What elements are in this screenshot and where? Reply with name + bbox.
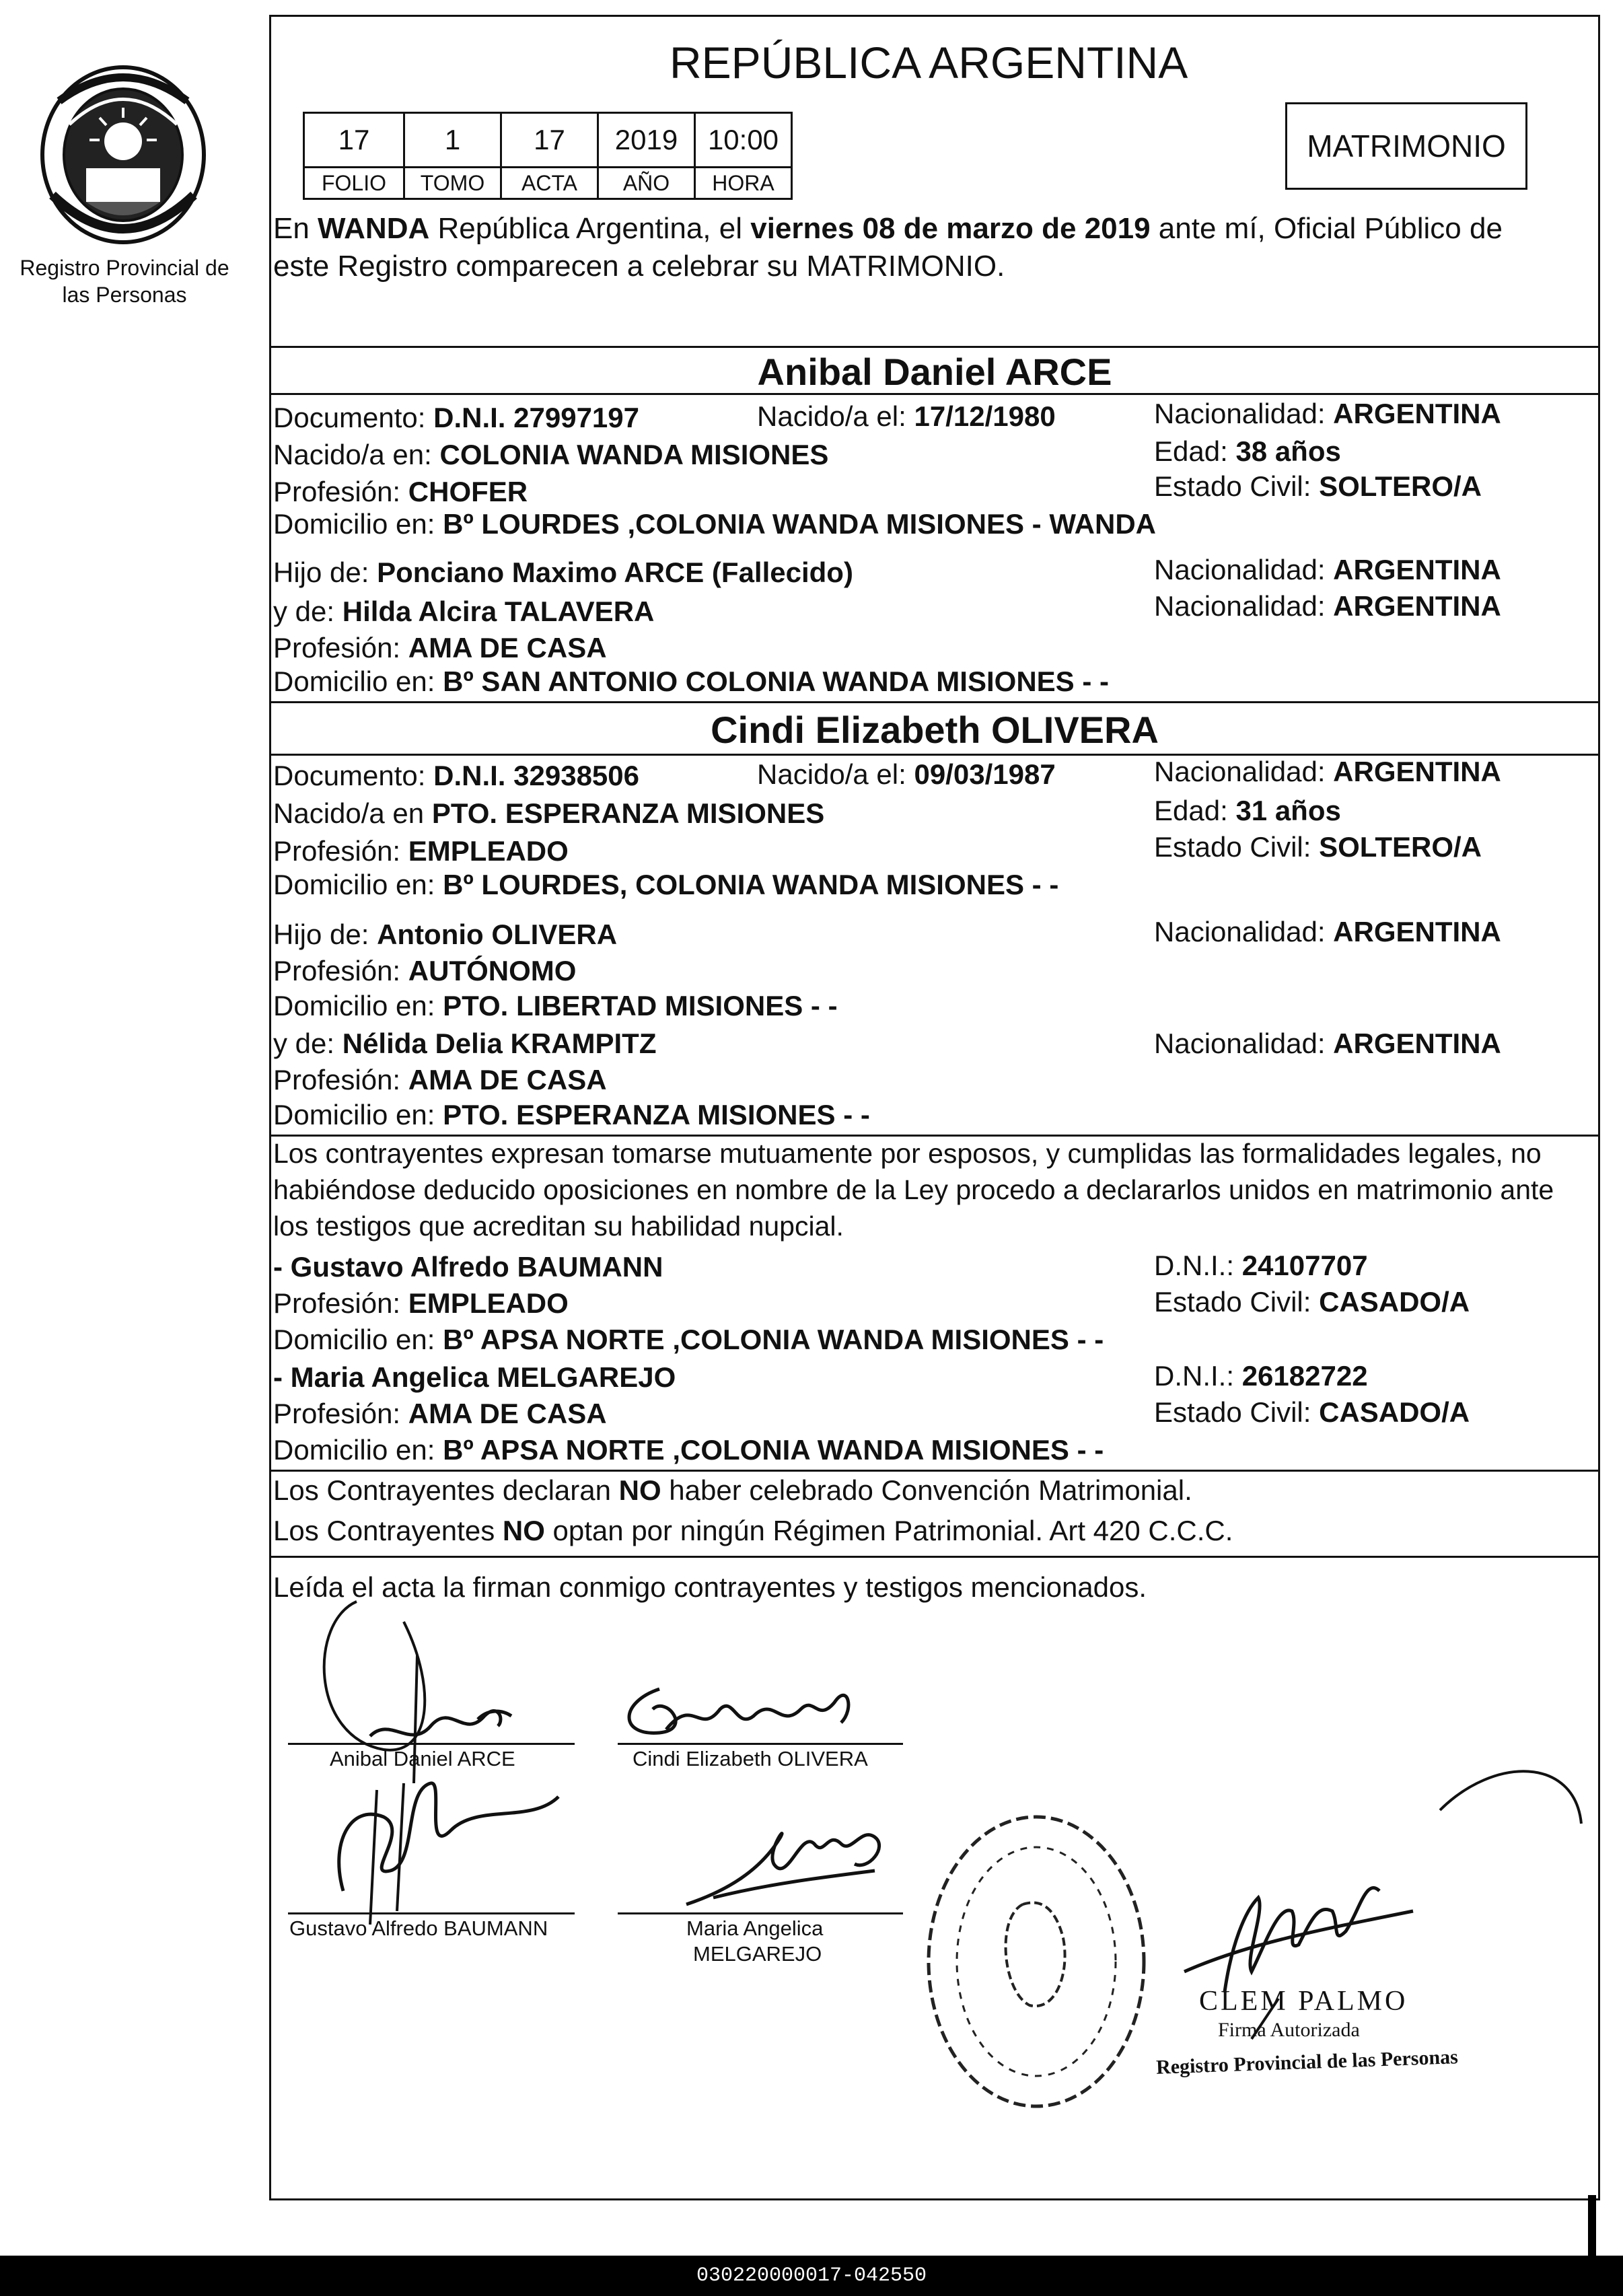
witness-2-address: Domicilio en: Bº APSA NORTE ,COLONIA WANDA MISIONES - - <box>273 1434 1104 1466</box>
bride-civil-status: Estado Civil: SOLTERO/A <box>1154 831 1482 863</box>
groom-father-nationality: Nacionalidad: ARGENTINA <box>1154 554 1501 585</box>
witness-1-signature <box>303 1763 585 1925</box>
bride-nationality: Nacionalidad: ARGENTINA <box>1154 756 1501 787</box>
groom-birthplace: Nacido/a en: COLONIA WANDA MISIONES <box>273 439 829 470</box>
groom-address: Domicilio en: Bº LOURDES ,COLONIA WANDA MISIONES - WANDA <box>273 508 1156 540</box>
witness-2-name: - Maria Angelica MELGAREJO <box>273 1361 676 1393</box>
witness-1-civil-status: Estado Civil: CASADO/A <box>1154 1286 1470 1318</box>
tomo-value: 1 <box>404 113 501 168</box>
certifier-org: Registro Provincial de las Personas <box>1155 2046 1459 2079</box>
witness-2-profession: Profesión: AMA DE CASA <box>273 1398 607 1429</box>
groom-parents-address: Domicilio en: Bº SAN ANTONIO COLONIA WANDA MISIONES - - <box>273 666 1109 697</box>
bride-name: Cindi Elizabeth OLIVERA <box>711 709 1159 751</box>
declaration-line-1: Los contrayentes expresan tomarse mutuamente por esposos, y cumplidas las formalidades legales, no <box>273 1138 1542 1169</box>
anio-label: AÑO <box>598 168 695 199</box>
certifier-title: Firma Autorizada <box>1218 2019 1360 2041</box>
groom-father: Hijo de: Ponciano Maximo ARCE (Fallecido) <box>273 557 853 588</box>
witness-2-dni: D.N.I.: 26182722 <box>1154 1360 1368 1392</box>
folio-value: 17 <box>304 113 404 168</box>
bride-age: Edad: 31 años <box>1154 795 1341 826</box>
bride-document: Documento: D.N.I. 32938506 <box>273 760 639 791</box>
witness-2-signature-caption-2: MELGAREJO <box>693 1942 822 1966</box>
registry-name: Registro Provincial de las Personas <box>20 256 229 307</box>
declaration-line-3: los testigos que acreditan su habilidad nupcial. <box>273 1211 844 1242</box>
anio-value: 2019 <box>598 113 695 168</box>
groom-age: Edad: 38 años <box>1154 435 1341 467</box>
page-title: REPÚBLICA ARGENTINA <box>670 38 1188 87</box>
bride-mother-profession: Profesión: AMA DE CASA <box>273 1064 607 1096</box>
bride-signature <box>612 1669 881 1756</box>
bride-address: Domicilio en: Bº LOURDES, COLONIA WANDA MISIONES - - <box>273 869 1059 900</box>
groom-profession: Profesión: CHOFER <box>273 476 528 507</box>
bride-birth-date: Nacido/a el: 09/03/1987 <box>757 758 1056 790</box>
certifier-signature <box>1144 1743 1588 2066</box>
bride-father-nationality: Nacionalidad: ARGENTINA <box>1154 916 1501 947</box>
patrimonial-regime-statement: Los Contrayentes NO optan por ningún Régimen Patrimonial. Art 420 C.C.C. <box>273 1515 1233 1546</box>
hora-value: 10:00 <box>695 113 792 168</box>
tomo-label: TOMO <box>404 168 501 199</box>
witness-1-profession: Profesión: EMPLEADO <box>273 1287 569 1319</box>
bride-father: Hijo de: Antonio OLIVERA <box>273 919 618 950</box>
separator <box>269 346 1600 348</box>
acta-value: 17 <box>501 113 598 168</box>
witness-1-dni: D.N.I.: 24107707 <box>1154 1250 1368 1281</box>
closing-statement: Leída el acta la firman conmigo contrayentes y testigos mencionados. <box>273 1571 1147 1603</box>
certifier-name: CLEM PALMO <box>1199 1986 1408 2017</box>
groom-document: Documento: D.N.I. 27997197 <box>273 402 639 433</box>
separator <box>269 701 1600 703</box>
bride-mother: y de: Nélida Delia KRAMPITZ <box>273 1028 657 1059</box>
bride-mother-address: Domicilio en: PTO. ESPERANZA MISIONES - - <box>273 1099 870 1131</box>
intro-line-1: En WANDA República Argentina, el viernes 08 de marzo de 2019 ante mí, Oficial Público de <box>273 212 1503 245</box>
bride-signature-caption: Cindi Elizabeth OLIVERA <box>633 1747 868 1770</box>
folio-label: FOLIO <box>304 168 404 199</box>
official-stamp <box>915 1803 1157 2120</box>
hora-label: HORA <box>695 168 792 199</box>
act-reference-table <box>303 112 793 200</box>
witness-2-civil-status: Estado Civil: CASADO/A <box>1154 1396 1470 1428</box>
bride-birthplace: Nacido/a en PTO. ESPERANZA MISIONES <box>273 797 825 829</box>
convention-statement: Los Contrayentes declaran NO haber celebrado Convención Matrimonial. <box>273 1474 1192 1506</box>
edge-mark <box>1588 2195 1596 2256</box>
bride-mother-nationality: Nacionalidad: ARGENTINA <box>1154 1028 1501 1059</box>
barcode-footer: 030220000017-042550 <box>0 2256 1623 2296</box>
separator <box>269 1135 1600 1137</box>
declaration-line-2: habiéndose deducido oposiciones en nombre de la Ley procedo a declararlos unidos en matrimonio ante <box>273 1174 1554 1205</box>
bride-father-address: Domicilio en: PTO. LIBERTAD MISIONES - - <box>273 990 838 1021</box>
groom-mother-nationality: Nacionalidad: ARGENTINA <box>1154 590 1501 622</box>
witness-2-signature-caption-1: Maria Angelica <box>686 1916 824 1940</box>
groom-nationality: Nacionalidad: ARGENTINA <box>1154 398 1501 429</box>
separator <box>269 1470 1600 1472</box>
witness-1-address: Domicilio en: Bº APSA NORTE ,COLONIA WANDA MISIONES - - <box>273 1324 1104 1355</box>
acta-label: ACTA <box>501 168 598 199</box>
groom-mother: y de: Hilda Alcira TALAVERA <box>273 596 655 627</box>
act-type-box: MATRIMONIO <box>1285 102 1527 190</box>
provincial-seal <box>32 61 214 249</box>
groom-signature-caption: Anibal Daniel ARCE <box>330 1747 515 1770</box>
groom-civil-status: Estado Civil: SOLTERO/A <box>1154 470 1482 502</box>
bride-father-profession: Profesión: AUTÓNOMO <box>273 955 577 986</box>
witness-1-signature-caption: Gustavo Alfredo BAUMANN <box>289 1916 548 1940</box>
groom-mother-profession: Profesión: AMA DE CASA <box>273 632 607 663</box>
separator <box>269 1556 1600 1558</box>
witness-2-signature <box>673 1810 895 1918</box>
bride-profession: Profesión: EMPLEADO <box>273 835 569 867</box>
groom-birth-date: Nacido/a el: 17/12/1980 <box>757 400 1056 432</box>
intro-line-2: este Registro comparecen a celebrar su MATRIMONIO. <box>273 250 1005 283</box>
groom-name: Anibal Daniel ARCE <box>757 351 1112 393</box>
witness-1-name: - Gustavo Alfredo BAUMANN <box>273 1251 663 1283</box>
